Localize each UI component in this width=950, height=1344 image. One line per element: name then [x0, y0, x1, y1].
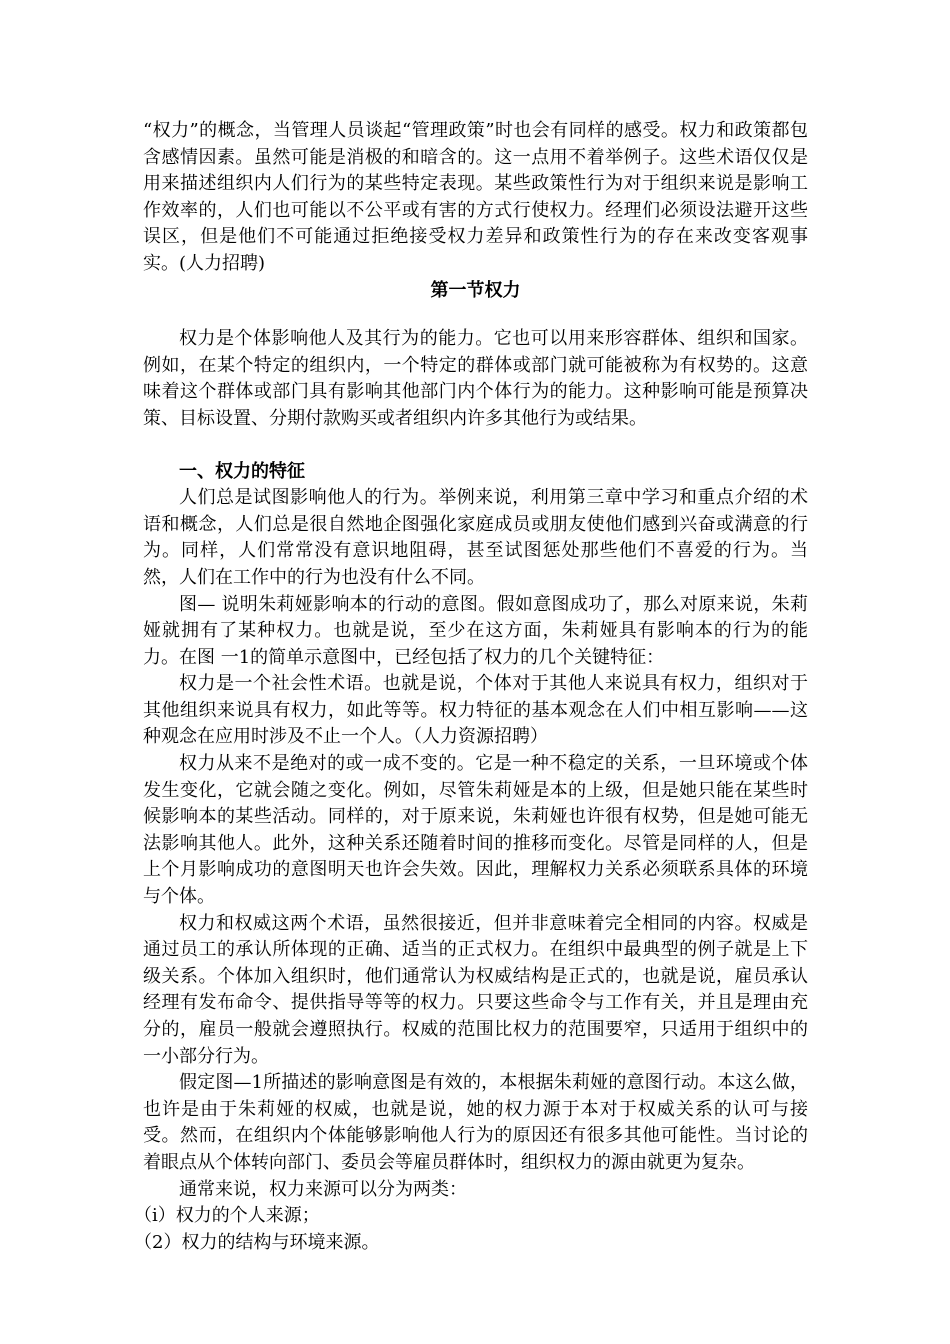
spacer: [143, 304, 808, 326]
list-item-structural-sources: （2）权力的结构与环境来源。: [134, 1231, 380, 1253]
paragraph-power-not-absolute: 权力从来不是绝对的或一成不变的。它是一种不稳定的关系，一旦环境或个体发生变化，它就会随之变化。例如，尽管朱莉娅是本的上级，但是她只能在某些时候影响本的某些活动。同样的，对于原来说，朱莉娅也许很有权势，但是她可能无法影响其他人。此外，这种关系还随着时间的推移而变化。尽管是同样的人，但是上个月影响成功的意图明天也许会失效。因此，理解权力关系必须联系具体的环境与个体。: [143, 753, 808, 908]
paragraph-authority-example: 假定图—1所描述的影响意图是有效的，本根据朱莉娅的意图行动。本这么做，也许是由于朱莉娅的权威，也就是说，她的权力源于本对于权威关系的认可与接受。然而，在组织内个体能够影响他人行为的原因还有很多其他可能性。当讨论的着眼点从个体转向部门、委员会等雇员群体时，组织权力的源由就更为复杂。: [143, 1072, 808, 1173]
document-body: [134, 118, 808, 1256]
subheading-power-characteristics: 一、权力的特征: [179, 460, 305, 482]
paragraph-power-definition: 权力是个体影响他人及其行为的能力。它也可以用来形容群体、组织和国家。例如，在某个特定的组织内，一个特定的群体或部门就可能被称为有权势的。这意味着这个群体或部门具有影响其他部门内个体行为的能力。这种影响可能是预算决策、目标设置、分期付款购买或者组织内许多其他行为或结果。: [143, 328, 808, 429]
paragraph-power-sources: 通常来说，权力来源可以分为两类：: [179, 1178, 467, 1200]
paragraph-social-term: 权力是一个社会性术语。也就是说，个体对于其他人来说具有权力，组织对于其他组织来说具有权力，如此等等。权力特征的基本观念在人们中相互影响——这种观念在应用时涉及不止一个人。（人力资源招聘）: [143, 673, 808, 748]
paragraph-figure-description: 图— 说明朱莉娅影响本的行动的意图。假如意图成功了，那么对原来说，朱莉娅就拥有了某种权力。也就是说，至少在这方面，朱莉娅具有影响本的行为的能力。在图 一1的简单示意图中，已经包括了权力的几个关键特征：: [143, 593, 808, 668]
paragraph-influence-behavior: 人们总是试图影响他人的行为。举例来说，利用第三章中学习和重点介绍的术语和概念，人们总是很自然地企图强化家庭成员或朋友使他们感到兴奋或满意的行为。同样，人们常常没有意识地阻碍，甚至试图惩处那些他们不喜爱的行为。当然，人们在工作中的行为也没有什么不同。: [143, 487, 808, 588]
paragraph-power-and-authority: 权力和权威这两个术语，虽然很接近，但并非意味着完全相同的内容。权威是通过员工的承认所体现的正确、适当的正式权力。在组织中最典型的例子就是上下级关系。个体加入组织时，他们通常认为权威结构是正式的，也就是说，雇员承认经理有发布命令、提供指导等等的权力。只要这些命令与工作有关，并且是理由充分的，雇员一般就会遵照执行。权威的范围比权力的范围要窄，只适用于组织中的一小部分行为。: [143, 912, 808, 1067]
spacer: [143, 433, 808, 459]
paragraph-intro-continued: “权力”的概念，当管理人员谈起“管理政策”时也会有同样的感受。权力和政策都包含感情因素。虽然可能是消极的和暗含的。这一点用不着举例子。这些术语仅仅是用来描述组织内人们行为的某些特定表现。某些政策性行为对于组织来说是影响工作效率的，人们也可能以不公平或有害的方式行使权力。经理们必须设法避开这些误区，但是他们不可能通过拒绝接受权力差异和政策性行为的存在来改变客观事实。(人力招聘): [143, 120, 808, 274]
section-title: 第一节权力: [430, 279, 521, 301]
list-item-personal-sources: （i）权力的个人来源；: [134, 1205, 320, 1227]
